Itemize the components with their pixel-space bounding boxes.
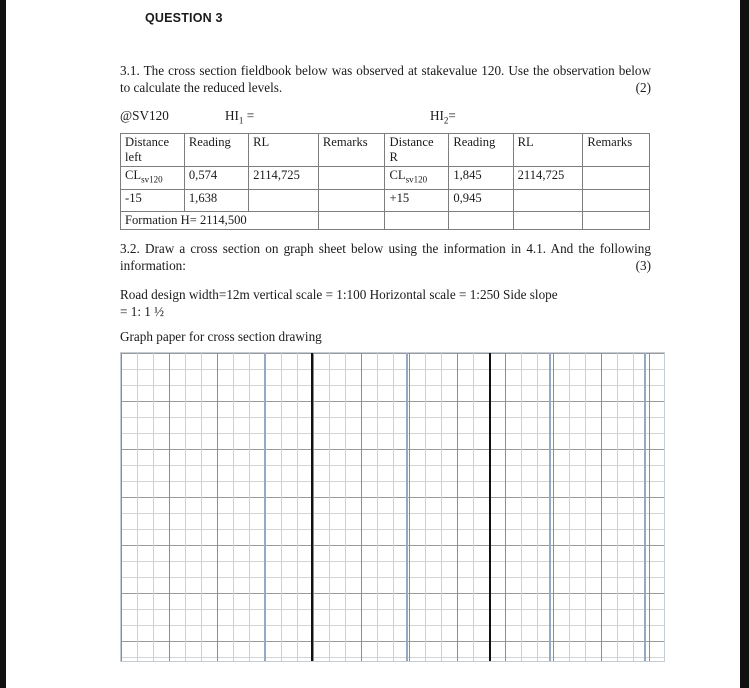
question-3-2-text: 3.2. Draw a cross section on graph sheet below using the information in 4.1. And the following information: xyxy=(120,241,651,273)
cell-right-distance xyxy=(385,189,449,212)
cell-formation-blank-2 xyxy=(385,212,449,230)
cell-right-distance xyxy=(385,167,449,190)
hi1-label xyxy=(225,108,254,126)
cell-left-distance xyxy=(121,189,185,212)
cell-left-reading: 0,574 xyxy=(184,167,248,190)
page-title: QUESTION 3 xyxy=(145,11,223,25)
hi1-subscript: 1 xyxy=(238,115,244,126)
cell-formation-height: Formation H= 2114,500 xyxy=(121,212,319,230)
cell-formation-blank-5 xyxy=(583,212,650,230)
question-3-2-paragraph xyxy=(120,240,651,274)
graph-paper-grid[interactable] xyxy=(120,352,665,662)
header-reading-right: Reading xyxy=(449,134,513,167)
header-distance-right xyxy=(385,134,449,167)
question-3-2-marks: (3) xyxy=(635,258,651,273)
cell-left-distance-main: -15 xyxy=(125,190,142,205)
header-distance-left-line1: Distance xyxy=(125,135,170,149)
cell-right-remarks xyxy=(583,167,650,190)
fieldbook-table xyxy=(120,133,650,230)
cell-right-reading: 0,945 xyxy=(449,189,513,212)
header-remarks-left: Remarks xyxy=(318,134,385,167)
cell-left-distance-sub: sv120 xyxy=(141,174,163,185)
cell-left-remarks xyxy=(318,167,385,190)
cell-left-rl xyxy=(249,189,319,212)
cell-right-distance-main: CL xyxy=(389,168,406,182)
cell-left-rl: 2114,725 xyxy=(249,167,319,190)
hi1-text: HI xyxy=(225,108,239,123)
design-scales-paragraph xyxy=(120,286,651,320)
header-rl-left: RL xyxy=(249,134,319,167)
cell-left-remarks xyxy=(318,189,385,212)
header-distance-right-line1: Distance xyxy=(389,135,434,149)
hi2-label xyxy=(430,108,456,126)
design-scales-line1: Road design width=12m vertical scale = 1:100 Horizontal scale = 1:250 Side slope xyxy=(120,287,558,302)
question-3-1-text: 3.1. The cross section fieldbook below was observed at stakevalue 120. Use the observation below to calculate the reduced levels. xyxy=(120,63,651,95)
header-distance-left xyxy=(121,134,185,167)
cell-right-rl: 2114,725 xyxy=(513,167,583,190)
design-scales-line2: = 1: 1 ½ xyxy=(120,304,165,319)
stake-value-label: @SV120 xyxy=(120,108,169,123)
table-row xyxy=(121,189,650,212)
cell-formation-blank-4 xyxy=(513,212,583,230)
header-distance-right-line2: R xyxy=(389,150,398,164)
cell-left-distance xyxy=(121,167,185,190)
header-distance-left-line2: left xyxy=(125,150,142,164)
table-formation-row xyxy=(121,212,650,230)
cell-formation-blank-1 xyxy=(318,212,385,230)
cell-right-distance-sub: sv120 xyxy=(405,174,428,185)
hi2-equals: = xyxy=(448,108,456,123)
graph-paper-caption: Graph paper for cross section drawing xyxy=(120,329,322,344)
cell-right-remarks xyxy=(583,189,650,212)
header-reading-left: Reading xyxy=(184,134,248,167)
table-row xyxy=(121,167,650,190)
header-remarks-right: Remarks xyxy=(583,134,650,167)
cell-left-reading: 1,638 xyxy=(184,189,248,212)
hi2-subscript: 2 xyxy=(443,115,449,126)
cell-right-distance-main: +15 xyxy=(389,190,410,205)
header-rl-right: RL xyxy=(513,134,583,167)
cell-left-distance-main: CL xyxy=(125,168,142,182)
height-of-instrument-row xyxy=(120,108,651,126)
cell-right-reading: 1,845 xyxy=(449,167,513,190)
cell-formation-blank-3 xyxy=(449,212,513,230)
cell-right-rl xyxy=(513,189,583,212)
question-3-1-marks: (2) xyxy=(635,80,651,95)
hi2-text: HI xyxy=(430,108,444,123)
question-3-1-paragraph xyxy=(120,62,651,96)
hi1-equals: = xyxy=(243,108,255,123)
table-header-row xyxy=(121,134,650,167)
